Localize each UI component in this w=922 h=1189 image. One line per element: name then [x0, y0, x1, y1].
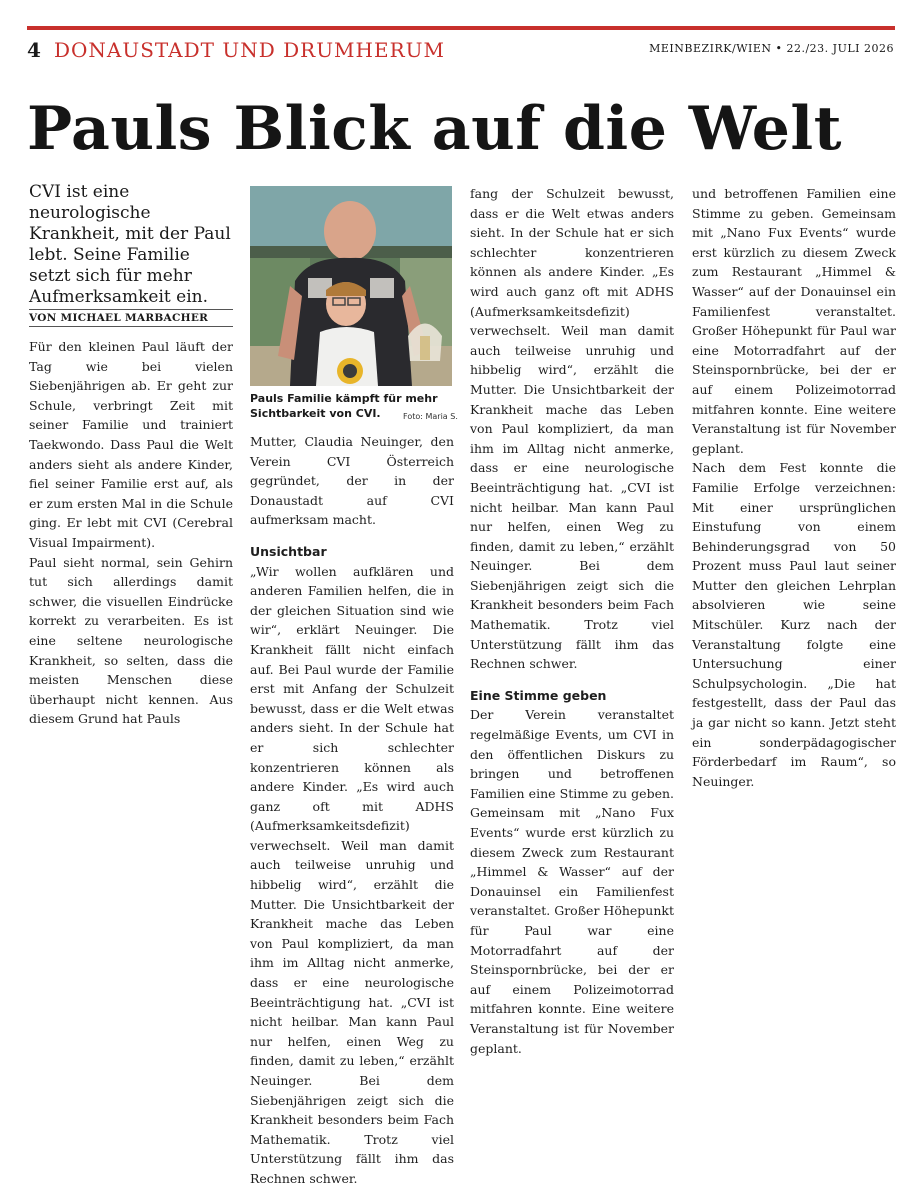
body-paragraph: Der Verein veranstaltet regelmäßige Events, um CVI in den öffentlichen Diskurs zu bringen und betroffenen Familien eine Stimme zu geben. Gemeinsam mit „Nano Fux Events“ wurde erst kürzlich zu diesem Zweck zum Restaurant „Himmel & Wasser“ auf der Donauinsel ein Familienfest veranstaltet. Großer Höhepunkt für Paul war eine Motorradfahrt auf der Steinspornbrücke, bei der er auf einem Polizeimotorrad mitfahren konnte. Eine weitere Veranstaltung ist für November geplant. [470, 707, 674, 1056]
issue-info: MEINBEZIRK/WIEN • 22./23. JULI 2026 [649, 42, 894, 55]
column-2 [250, 432, 454, 1186]
column-3 [470, 184, 674, 1056]
body-paragraph: fang der Schulzeit bewusst, dass er die Welt etwas anders sieht. In der Schule hat er sich schlechter konzentrieren können als andere Kinder. „Es wird auch ganz oft mit ADHS (Aufmerksamkeitsdefizit) verwechselt. Weil man damit auch teilweise unruhig und hibbelig wird“, erzählt die Mutter. Die Unsichtbarkeit der Krankheit mache das Leben von Paul kompliziert, da man ihm im Alltag nicht anmerke, dass er eine neurologische Beeinträchtigung hat. „CVI ist nicht heilbar. Man kann Paul nur helfen, einen Weg zu finden, damit zu leben,“ erzählt Neuinger. Bei dem Siebenjährigen zeigt sich die Krankheit besonders beim Fach Mathematik. Trotz viel Unterstützung fällt ihm das Rechnen schwer. [470, 186, 674, 672]
lead-paragraph: CVI ist eine neurologische Krankheit, mit der Paul lebt. Seine Familie setzt sich für mehr Aufmerksamkeit ein. [29, 182, 231, 307]
photo-credit: Foto: Maria S. [403, 412, 458, 421]
subheading: Eine Stimme geben [470, 687, 607, 703]
column-1 [29, 337, 233, 727]
article-photo [250, 186, 452, 386]
section-title: DONAUSTADT UND DRUMHERUM [54, 38, 445, 62]
body-paragraph: Für den kleinen Paul läuft der Tag wie bei vielen Siebenjährigen ab. Er geht zur Schule, verbringt Zeit mit seiner Familie und trainiert Taekwondo. Dass Paul die Welt anders sieht als andere Kinder, fiel seiner Familie erst auf, als er zum ersten Mal in die Schule ging. Er lebt mit CVI (Cerebral Visual Impairment). [29, 339, 233, 550]
subheading: Unsichtbar [250, 543, 327, 559]
body-paragraph: Mutter, Claudia Neuinger, den Verein CVI Österreich gegründet, der in der Donaustadt auf CVI aufmerksam macht. [250, 434, 454, 528]
byline: VON MICHAEL MARBACHER [29, 309, 233, 327]
photo-caption: Pauls Familie kämpft für mehr Sichtbarkeit von CVI. [250, 392, 438, 420]
body-paragraph: Paul sieht normal, sein Gehirn tut sich allerdings damit schwer, die visuellen Eindrücke korrekt zu verarbeiten. Es ist eine seltene neurologische Krankheit, so selten, dass die meisten Menschen diese überhaupt nicht kennen. Aus diesem Grund hat Pauls [29, 554, 233, 727]
page-number: 4 [27, 38, 41, 62]
body-paragraph: und betroffenen Familien eine Stimme zu geben. Gemeinsam mit „Nano Fux Events“ wurde erst kürzlich zu diesem Zweck zum Restaurant „Himmel & Wasser“ auf der Donauinsel ein Familienfest veranstaltet. Großer Höhepunkt für Paul war eine Motorradfahrt auf der Steinspornbrücke, bei der er auf einem Polizeimotorrad mitfahren konnte. Eine weitere Veranstaltung ist für November geplant. [692, 186, 896, 456]
top-rule [27, 26, 895, 30]
column-4 [692, 184, 896, 789]
body-paragraph: Nach dem Fest konnte die Familie Erfolge verzeichnen: Mit einer ursprünglichen Einstufung von einem Behinderungsgrad von 50 Prozent muss Paul laut seiner Mutter den gleichen Lehrplan absolvieren wie seine Mitschüler. Kurz nach der Veranstaltung folgte eine Untersuchung einer Schulpsychologin. „Die hat festgestellt, dass der Paul das ja gar nicht so kann. Jetzt steht ein sonderpädagogischer Förderbedarf im Raum“, so Neuinger. [692, 460, 896, 789]
body-paragraph: „Wir wollen aufklären und anderen Familien helfen, die in der gleichen Situation sind wie wir“, erklärt Neuinger. Die Krankheit fällt nicht einfach auf. Bei Paul wurde der Familie erst mit Anfang der Schulzeit bewusst, dass er die Welt etwas anders sieht. In der Schule hat er sich schlechter konzentrieren können als andere Kinder. „Es wird auch ganz oft mit ADHS (Aufmerksamkeitsdefizit) verwechselt. Weil man damit auch teilweise unruhig und hibbelig wird“, erzählt die Mutter. Die Unsichtbarkeit der Krankheit mache das Leben von Paul kompliziert, da man ihm im Alltag nicht anmerke, dass er eine neurologische Beeinträchtigung hat. „CVI ist nicht heilbar. Man kann Paul nur helfen, einen Weg zu finden, damit zu leben,“ erzählt Neuinger. Bei dem Siebenjährigen zeigt sich die Krankheit besonders beim Fach Mathematik. Trotz viel Unterstützung fällt ihm das Rechnen schwer. [250, 563, 454, 1186]
headline: Pauls Blick auf die Welt [27, 94, 842, 164]
